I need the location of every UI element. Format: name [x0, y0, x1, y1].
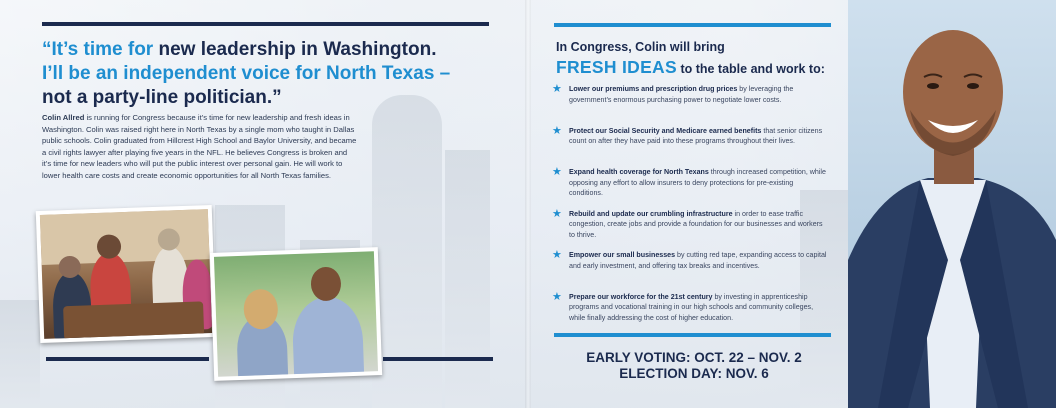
- skyline-tower: [372, 95, 442, 408]
- election-day: ELECTION DAY: NOV. 6: [619, 366, 769, 381]
- plan-item-text: by cutting red tape, expanding access to capital and early investment, and offering tax breaks and incentives.: [569, 251, 827, 270]
- plan-heading-big: FRESH IDEAS: [556, 57, 677, 77]
- page-fold: [525, 0, 531, 408]
- plan-item-text: that senior citizens count on after they have paid into these programs throughout their lives.: [569, 126, 823, 146]
- plan-heading: [556, 40, 836, 79]
- plan-item-title: Expand health coverage for North Texans: [569, 168, 709, 176]
- quote-line-3: not a party-line politician.”: [42, 87, 282, 108]
- photo-family-table: [36, 205, 216, 343]
- plan-item: [552, 126, 827, 168]
- bottom-rule-left: [46, 357, 209, 361]
- star-icon: ★: [552, 83, 562, 95]
- plan-item-text: in order to ease traffic congestion, create jobs and provide a foundation for our businesses and workers to thrive.: [569, 209, 823, 239]
- quote-open: “It’s time for: [42, 39, 154, 60]
- photo-conversation: [210, 247, 382, 381]
- skyline-tower: [445, 150, 490, 408]
- plan-item-text: by leveraging the government’s enormous purchasing power to negotiate lower costs.: [569, 85, 794, 104]
- quote-rest: new leadership in Washington.: [153, 39, 437, 60]
- plan-item: [552, 167, 827, 209]
- star-icon: ★: [552, 207, 562, 220]
- quote-line-2: I’ll be an independent voice for North Texas –: [42, 63, 451, 84]
- plan-item: [552, 84, 827, 126]
- portrait-illustration: [848, 0, 1056, 408]
- plan-item-title: Protect our Social Security and Medicare earned benefits: [569, 126, 762, 135]
- skyline-tower: [0, 300, 40, 408]
- bio-paragraph: [42, 112, 357, 181]
- plan-item-title: Prepare our workforce for the 21st century: [569, 292, 713, 301]
- top-rule-right: [554, 23, 831, 27]
- star-icon: ★: [552, 249, 562, 261]
- plan-item-title: Empower our small businesses: [569, 251, 676, 259]
- candidate-portrait: [848, 0, 1056, 408]
- plan-item-title: Rebuild and update our crumbling infrastructure: [569, 209, 733, 218]
- voting-rule: [554, 333, 831, 337]
- star-icon: ★: [552, 124, 562, 137]
- plan-item-text: through increased competition, while opposing any effort to allow insurers to deny protections for pre-existing conditions.: [569, 168, 826, 198]
- top-rule-left: [42, 22, 489, 26]
- headline-quote: [42, 38, 482, 110]
- bio-name: Colin Allred: [42, 113, 85, 122]
- plan-item: [552, 292, 827, 334]
- bio-text: is running for Congress because it’s time for new leadership and fresh ideas in Washington. Colin was raised right here in North Texas by a single mom who taught in Dallas public schools. Colin graduated from Hillcrest High School and Baylor University, and became a civil rights lawyer after playing five years in the NFL. He believes Congress is broken and it’s time for new leaders who will put the public interest over personal gain. He will work to lower health care costs and create economic opportunities for all North Texas families.: [42, 113, 357, 180]
- star-icon: ★: [552, 166, 562, 178]
- plan-item-title: Lower our premiums and prescription drug prices: [569, 85, 738, 93]
- star-icon: ★: [552, 290, 562, 303]
- plan-item: [552, 250, 827, 292]
- plan-heading-line-1: In Congress, Colin will bring: [556, 40, 725, 54]
- early-voting: EARLY VOTING: OCT. 22 – NOV. 2: [586, 350, 802, 365]
- plan-list: [552, 84, 827, 333]
- plan-item-text: by investing in apprenticeship programs and vocational training in our high schools and community colleges, while finally addressing the cost of higher education.: [569, 292, 814, 322]
- bottom-rule-right: [383, 357, 493, 361]
- plan-item: [552, 209, 827, 251]
- voting-dates: [556, 350, 832, 382]
- plan-heading-rest: to the table and work to:: [676, 62, 825, 76]
